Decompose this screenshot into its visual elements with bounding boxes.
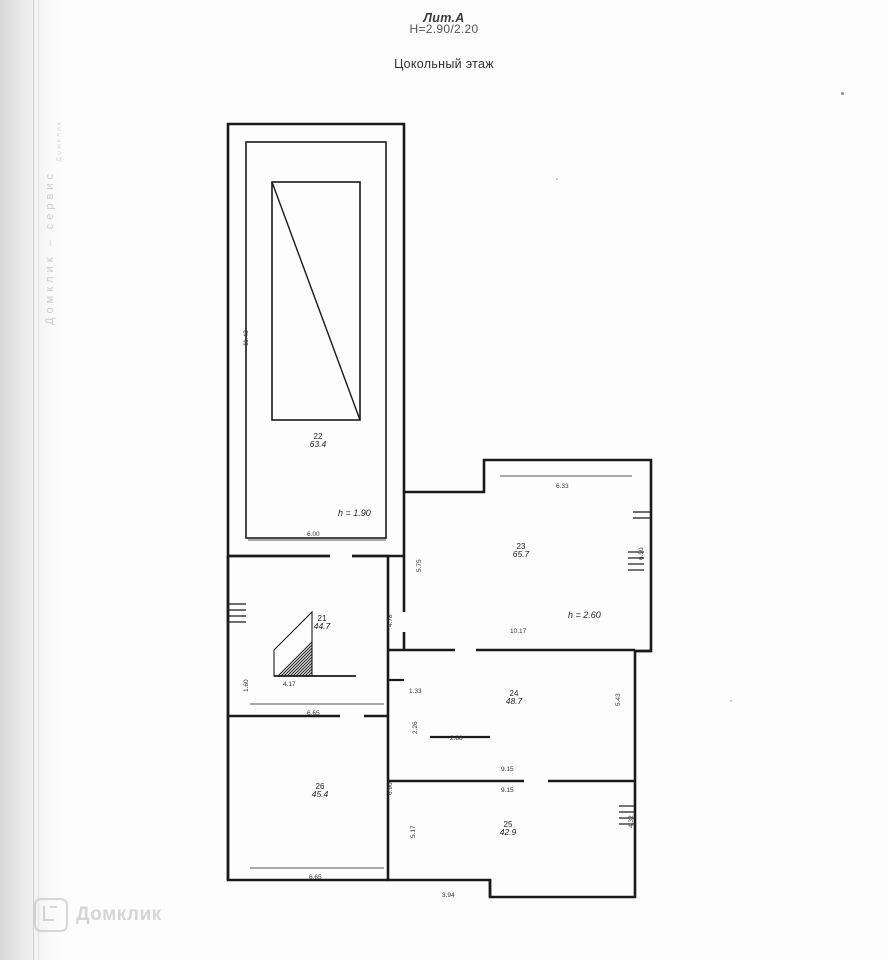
room-number: 22: [313, 432, 323, 441]
dimension-label-horizontal: 6.33: [556, 483, 569, 490]
dimension-label-vertical: 2.26: [412, 721, 419, 734]
dimension-label-horizontal: 6.65: [309, 874, 322, 881]
room-area: 65.7: [512, 549, 530, 559]
dimension-label-vertical: 5.43: [615, 693, 622, 706]
height-label: H=2.90/2.20: [409, 22, 479, 36]
dimension-label-vertical: 1.60: [243, 679, 250, 692]
scan-ghost-text-small: Домклик: [56, 120, 63, 162]
dimension-label-vertical: 4.78: [387, 614, 394, 627]
floor-title: Цокольный этаж: [394, 57, 494, 71]
dimension-label-horizontal: 9.15: [501, 766, 514, 773]
dimension-label-horizontal: 6.00: [307, 531, 320, 538]
room-label: [491, 542, 551, 559]
watermark-text: Домклик: [76, 904, 162, 925]
dimension-label-horizontal: 10.17: [510, 628, 527, 635]
room-label: [292, 614, 352, 631]
room22-inner-rect: [246, 142, 386, 538]
room-area: 44.7: [313, 621, 331, 631]
room-label: [290, 782, 350, 799]
ceiling-height-note: h = 2.60: [568, 610, 601, 620]
dimension-label-vertical: 5.17: [410, 825, 417, 838]
room-area: 63.4: [309, 439, 327, 449]
dimension-label-vertical: 4.32: [628, 815, 635, 828]
room-number: 24: [509, 689, 519, 698]
room-label: [484, 689, 544, 706]
room-number: 26: [315, 782, 325, 791]
dimension-label-vertical: 5.75: [416, 559, 423, 572]
room-label: [288, 432, 348, 449]
room22-ramp-diagonal: [272, 182, 360, 420]
dimension-label-horizontal: 9.15: [501, 787, 514, 794]
scan-ghost-text: Домклик – сервис: [44, 170, 56, 326]
ceiling-height-note: h = 1.90: [338, 508, 371, 518]
dimension-label-vertical: 6.90: [638, 547, 645, 560]
room-area: 48.7: [505, 696, 523, 706]
dimension-label-horizontal: 6.65: [307, 710, 320, 717]
room-area: 45.4: [311, 789, 329, 799]
dimension-label-horizontal: 4.17: [283, 681, 296, 688]
dimension-label-horizontal: 1.33: [409, 688, 422, 695]
dimension-label-horizontal: 2.68: [450, 735, 463, 742]
room-number: 23: [516, 542, 526, 551]
lit-label: Лит.А: [423, 11, 465, 25]
dimension-label-vertical: 6.90: [387, 782, 394, 795]
house-key-icon: [34, 898, 68, 932]
dimension-label-horizontal: 3.94: [442, 892, 455, 899]
dimension-label-vertical: 11.43: [243, 330, 250, 346]
left-block-bottom: [228, 556, 388, 880]
door-openings: [330, 556, 548, 781]
room-label: [478, 820, 538, 837]
room-area: 42.9: [499, 827, 517, 837]
room-number: 25: [503, 820, 513, 829]
watermark: [34, 898, 162, 932]
room-number: 21: [317, 614, 327, 623]
